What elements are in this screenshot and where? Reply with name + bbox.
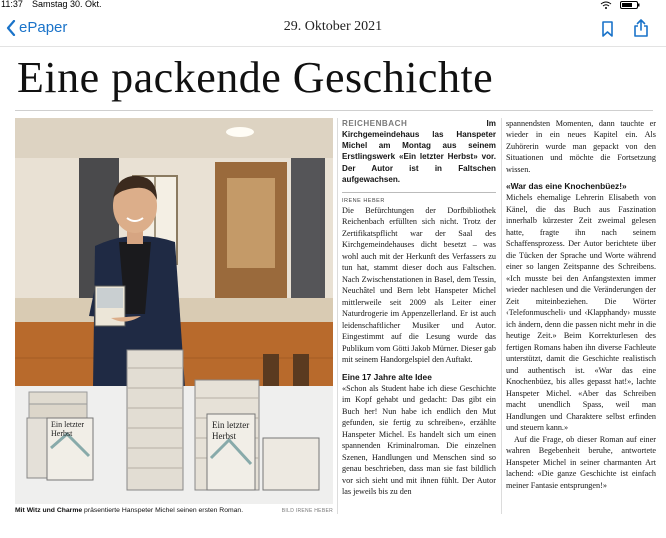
book-title-2: Herbst [51,429,73,438]
lead-location: REICHENBACH [342,119,408,128]
col2-paragraph-2: Michels ehemalige Lehrerin Elisabeth von Känel, die das Buch aus Faszination innerhalb kürzester Zeit zweimal gelesen hatte, fragte ihn nach seinem Schaffensprozess. Der Autor berichtete über die Tücken der Sprache und Worte während einer so langen Zeitspanne des Schreibens. «Ich musste bei den Anfangstexten immer wieder nachlesen und die Veränderungen der Zeit miteinbeziehen. Die Wörter ‹Telefonmuscheli› und ‹Klapphandy› musste ich ändern, denn die passen nicht mehr in die heutige Zeit.» Beim Korrekturlesen des fertigen Romans haben ihn diverse Fachleute unterstützt, damit die Geschichte realistisch und authentisch ist. «War das eine Knochenbüez, bis alles gepasst hat!», lachte Hanspeter Michel. «Aber das Schreiben macht unendlich Spass, weil man Handlungen und Charaktere selbst erfinden und steuern kann.» [506,193,656,433]
article-author: IRENE HEBER [342,192,496,204]
status-date: Samstag 30. Okt. [32,0,102,9]
article-headline: Eine packende Geschichte [17,53,494,102]
status-bar [0,0,666,10]
article-photo[interactable] [15,118,333,504]
photo-credit: BILD IRENE HEBER [281,508,333,514]
caption-text: präsentierte Hanspeter Michel seinen ersten Roman. [82,507,244,514]
book-title-1: Ein letzter [51,420,85,429]
col2-paragraph-1: spannendsten Momenten, dann tauchte er wieder in ein neues Kapitel ein. Als Zuhörerin wurde man gepackt von den Situationen und möchte die Fortsetzung wissen. [506,119,656,174]
nav-bar [0,10,666,47]
text-column-2 [506,118,656,491]
battery-icon [620,1,640,9]
column-divider-2 [501,118,502,514]
share-icon[interactable] [633,19,649,37]
paragraph-1: Die Befürchtungen der Dorfbibliothek Reichenbach erfüllten sich nicht. Trotz der Zertifikatspflicht war der Saal des Kirchgemeindehauses dicht besetzt – was wohl auch mit der Herkunft des Verfassers zu tun hat, stammt dieser doch aus Faltschen. Nach Zwischenstationen in Basel, dem Tessin, Neuchâtel und Bern lebt Hanspeter Michel mittlerweile seit 2009 als Leiter einer Naturdrogerie im Appenzellerland. Er ist auch leidenschaftlicher Musiker und Autor. Eingestimmt auf die Lesung wurde das Publikum vom Götti Jakob Mürner. Dieser gab mit seinem Handorgelspiel den Auftakt. [342,205,496,365]
headline-divider [15,110,653,111]
back-label: ePaper [19,19,68,36]
column-divider-1 [337,118,338,514]
paragraph-2: «Schon als Student habe ich diese Geschichte im Kopf gehabt und gedacht: Das gibt ein Buch her! Nun habe ich endlich den Mut gefunden, sie fertig zu schreiben», erzählte Hanspeter Michel. Es handelt sich um einen spannenden Kriminalroman. Die einzelnen Szenen, Handlungen und Menschen sind so genau beschrieben, dass man sie fast bildlich vor sich sieht und mit ihnen fühlt. Der Autor las jeweils bis zu den [342,383,496,497]
photo-caption [15,507,333,514]
col2-paragraph-3: Auf die Frage, ob dieser Roman auf einer wahren Begebenheit beruhe, antwortete Hanspeter Michel in seiner charmanten Art lachend: «Die ganze Geschichte ist einfach meiner Fantasie entsprungen!» [506,434,656,490]
subheading-1: Eine 17 Jahre alte Idee [342,371,432,382]
book-title-4: Herbst [212,431,236,441]
bookmark-icon[interactable] [601,21,614,37]
lead-text: Im Kirchgemeindehaus las Hanspeter Michel am Montag aus seinem Erstlingswerk «Ein letzter Herbst» vor. Der Autor ist in Faltschen aufgewachsen. [342,119,496,184]
caption-bold: Mit Witz und Charme [15,507,83,514]
wifi-icon [600,1,612,9]
article-lead [342,118,496,185]
status-time: 11:37 [1,0,23,9]
subheading-2: «War das eine Knochenbüez!» [506,181,627,192]
page-date: 29. Oktober 2021 [283,19,383,34]
book-title-3: Ein letzter [212,420,250,430]
text-column-1 [342,118,496,498]
